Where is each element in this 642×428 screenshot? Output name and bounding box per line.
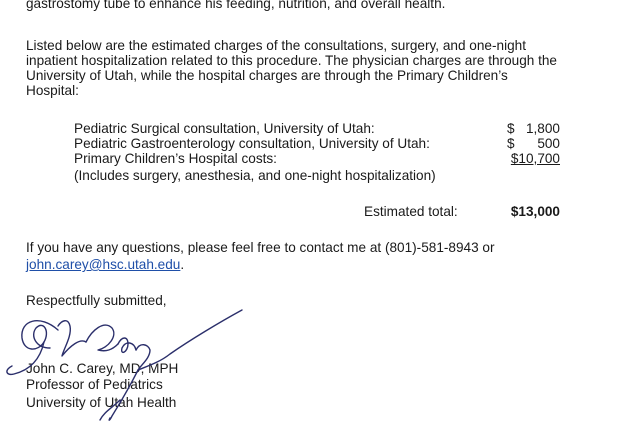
charge-item-hospital-label: Primary Children’s Hospital costs: [74,151,277,166]
charge-item-surgical-value: 1,800 [525,121,560,136]
signer-name: John C. Carey, MD, MPH [26,361,179,376]
charges-intro-line-2: inpatient hospitalization related to this procedure. The physician charges are through the [26,53,557,68]
contact-line-2 [26,257,184,272]
charges-intro-line-1: Listed below are the estimated charges of the consultations, surgery, and one-night [26,38,526,53]
estimated-total-label: Estimated total: [364,204,458,219]
email-link[interactable]: john.carey@hsc.utah.edu [26,257,181,272]
signer-title: Professor of Pediatrics [26,377,163,392]
charges-intro-line-4: Hospital: [26,83,79,98]
charges-note: (Includes surgery, anesthesia, and one-night hospitalization) [74,168,436,183]
charge-item-surgical-label: Pediatric Surgical consultation, University of Utah: [74,121,375,136]
email-period: . [180,257,185,272]
estimated-total-value: $13,000 [510,204,560,219]
contact-line-1: If you have any questions, please feel free to contact me at (801)-581-8943 or [26,240,495,255]
salutation: Respectfully submitted, [26,293,167,308]
intro-line-clipped: gastrostomy tube to enhance his feeding, nutrition, and overall health. [26,0,446,11]
charges-intro-line-3: University of Utah, while the hospital charges are through the Primary Children’s [26,68,508,83]
charge-item-surgical-currency: $ [507,121,515,136]
charge-item-gastro-currency: $ [507,136,515,151]
charge-item-gastro-value: 500 [537,136,560,151]
charge-item-hospital-value: $10,700 [510,151,560,166]
charge-item-gastro-label: Pediatric Gastroenterology consultation, University of Utah: [74,136,430,151]
signer-org: University of Utah Health [26,395,177,410]
